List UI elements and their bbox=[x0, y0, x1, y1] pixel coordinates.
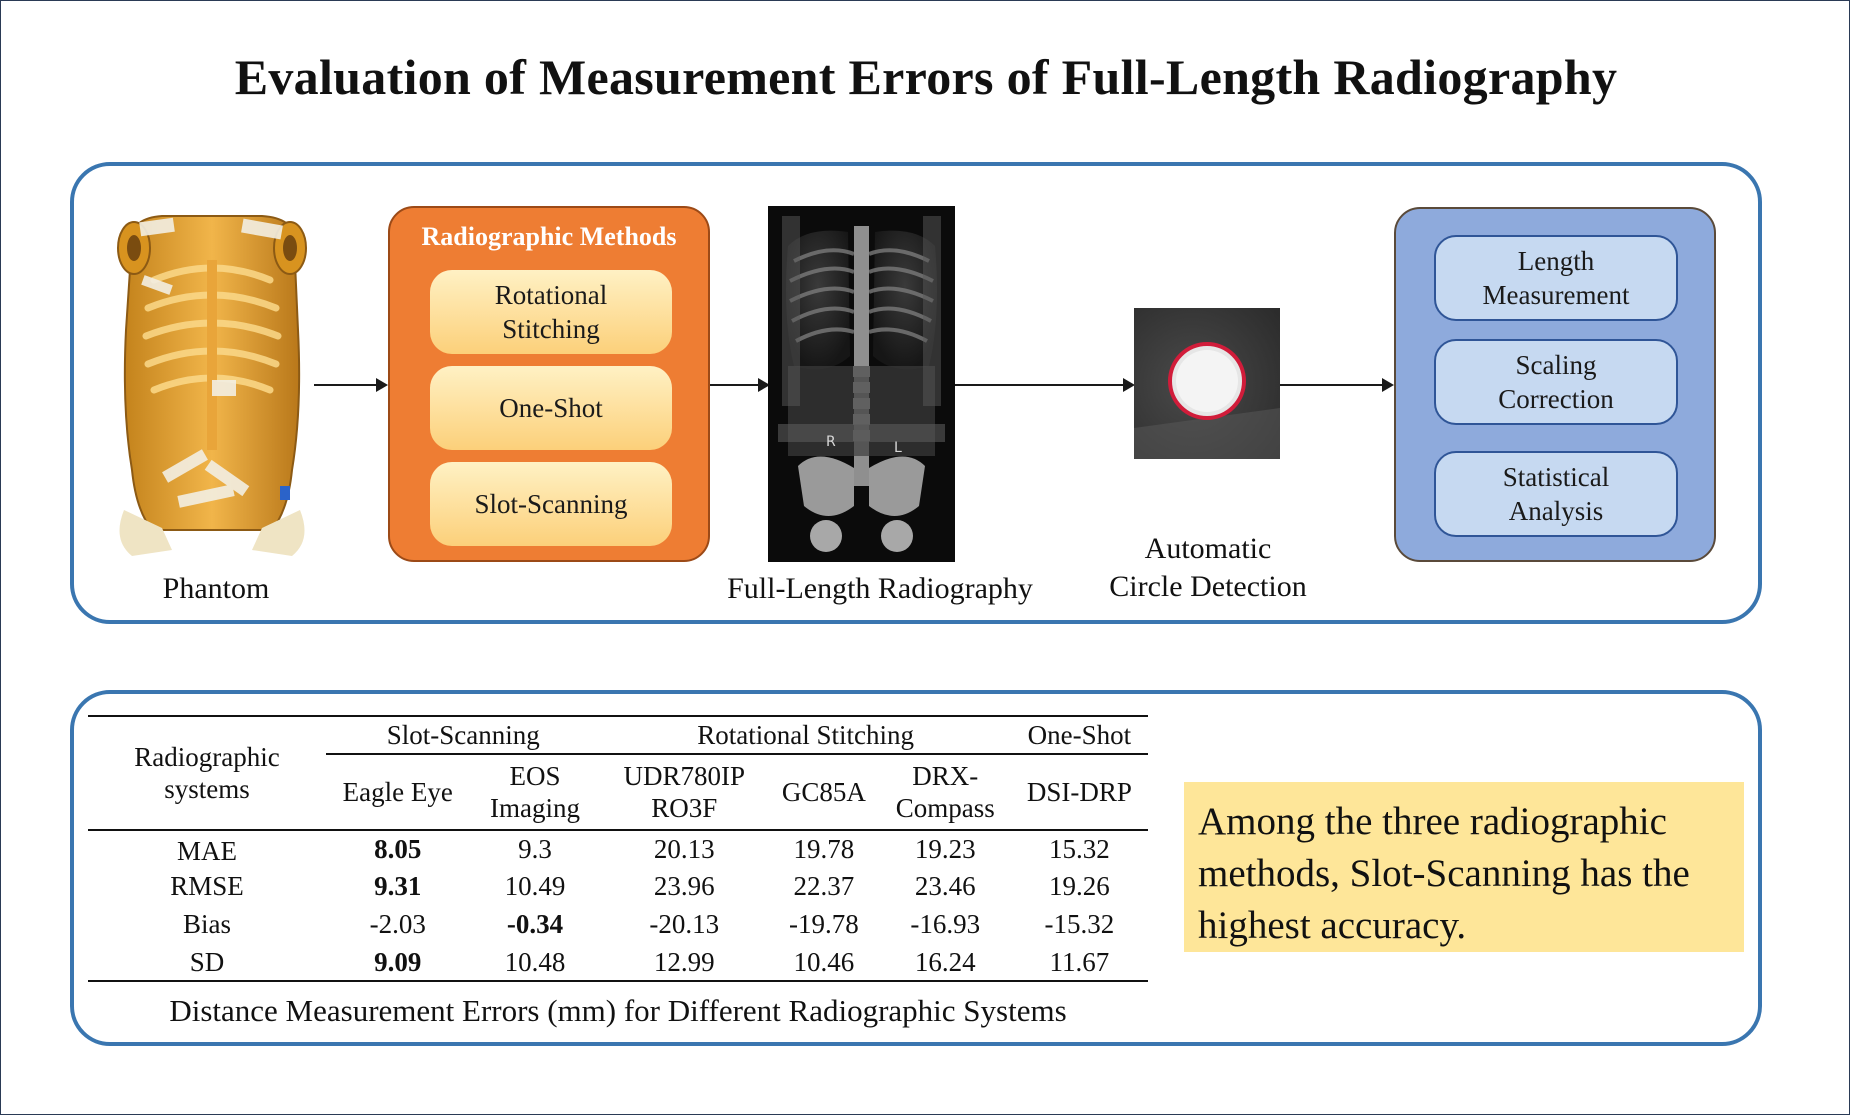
table-cell: 20.13 bbox=[653, 834, 715, 864]
metric-label: SD bbox=[88, 943, 326, 981]
step-length-measurement: Length Measurement bbox=[1434, 235, 1678, 321]
table-cell: 15.32 bbox=[1049, 834, 1110, 864]
methods-title: Radiographic Methods bbox=[421, 222, 677, 251]
radiographic-methods-box bbox=[388, 206, 710, 562]
table-row bbox=[88, 943, 1148, 981]
table-cell: -2.03 bbox=[369, 909, 426, 939]
step-scaling-correction: Scaling Correction bbox=[1434, 339, 1678, 425]
row-header-cell bbox=[88, 716, 326, 830]
table-cell: 19.78 bbox=[793, 834, 855, 864]
system-eagle-eye: Eagle Eye bbox=[326, 754, 469, 830]
table-cell: 10.48 bbox=[469, 943, 600, 981]
system-dsi-drp: DSI-DRP bbox=[1011, 754, 1148, 830]
group-header-divider bbox=[344, 753, 1148, 755]
table-cell: 10.46 bbox=[768, 943, 880, 981]
table-cell: 19.23 bbox=[914, 834, 976, 864]
figure-title: Evaluation of Measurement Errors of Full-Length Radiography bbox=[234, 49, 1618, 105]
error-table bbox=[88, 715, 1148, 982]
method-rotational-stitching: Rotational Stitching bbox=[430, 270, 672, 354]
circle-detection-label: Automatic Circle Detection bbox=[1109, 532, 1307, 603]
system-drx-compass: DRX-Compass bbox=[880, 754, 1011, 830]
system-udr780ip: UDR780IP RO3F bbox=[601, 754, 768, 830]
table-cell: 10.49 bbox=[504, 871, 566, 901]
arrow-detection-to-analysis bbox=[1280, 384, 1392, 386]
method-slot-scanning: Slot-Scanning bbox=[430, 462, 672, 546]
system-eos-imaging: EOS Imaging bbox=[469, 754, 600, 830]
table-cell: 8.05 bbox=[374, 834, 422, 864]
system-gc85a: GC85A bbox=[768, 754, 880, 830]
table-cell: 19.26 bbox=[1049, 871, 1110, 901]
metric-label: MAE bbox=[177, 836, 237, 866]
table-cell: 9.31 bbox=[374, 871, 422, 901]
xray-marker-l: L bbox=[894, 440, 902, 456]
row-header: Radiographic systems bbox=[134, 742, 280, 804]
table-row bbox=[88, 905, 1148, 943]
table-cell: 11.67 bbox=[1011, 943, 1148, 981]
table-cell: -15.32 bbox=[1044, 909, 1115, 939]
table-row bbox=[88, 830, 1148, 867]
table-cell: -19.78 bbox=[788, 909, 859, 939]
xray-marker-r: R bbox=[826, 434, 836, 450]
table-cell: 12.99 bbox=[601, 943, 768, 981]
phantom-image bbox=[112, 210, 312, 562]
circle-detection-image bbox=[1134, 308, 1280, 459]
analysis-box bbox=[1394, 207, 1716, 562]
group-slot-scanning: Slot-Scanning bbox=[326, 716, 601, 754]
arrow-methods-to-radiograph bbox=[710, 384, 768, 386]
table-cell: -16.93 bbox=[910, 909, 981, 939]
table-cell: -20.13 bbox=[649, 909, 720, 939]
table-row bbox=[88, 867, 1148, 905]
table-cell: 22.37 bbox=[793, 871, 855, 901]
conclusion-note: Among the three radiographic methods, Slot-Scanning has the highest accuracy. bbox=[1184, 782, 1744, 952]
table-caption: Distance Measurement Errors (mm) for Different Radiographic Systems bbox=[169, 993, 1067, 1028]
full-length-radiograph bbox=[768, 206, 955, 562]
table-cell: 9.3 bbox=[518, 834, 552, 864]
table-cell: 23.46 bbox=[914, 871, 976, 901]
phantom-label: Phantom bbox=[162, 572, 270, 605]
metric-label: RMSE bbox=[170, 871, 244, 901]
table-cell: -0.34 bbox=[506, 909, 564, 939]
table-cell: 16.24 bbox=[880, 943, 1011, 981]
radiography-label: Full-Length Radiography bbox=[727, 572, 1033, 605]
table-cell: 9.09 bbox=[326, 943, 469, 981]
arrow-radiograph-to-detection bbox=[955, 384, 1133, 386]
metric-label: Bias bbox=[182, 909, 231, 939]
method-one-shot: One-Shot bbox=[430, 366, 672, 450]
table-cell: 23.96 bbox=[653, 871, 715, 901]
arrow-phantom-to-methods bbox=[314, 384, 386, 386]
step-statistical-analysis: Statistical Analysis bbox=[1434, 451, 1678, 537]
group-one-shot: One-Shot bbox=[1011, 716, 1148, 754]
group-rotational-stitching: Rotational Stitching bbox=[601, 716, 1011, 754]
